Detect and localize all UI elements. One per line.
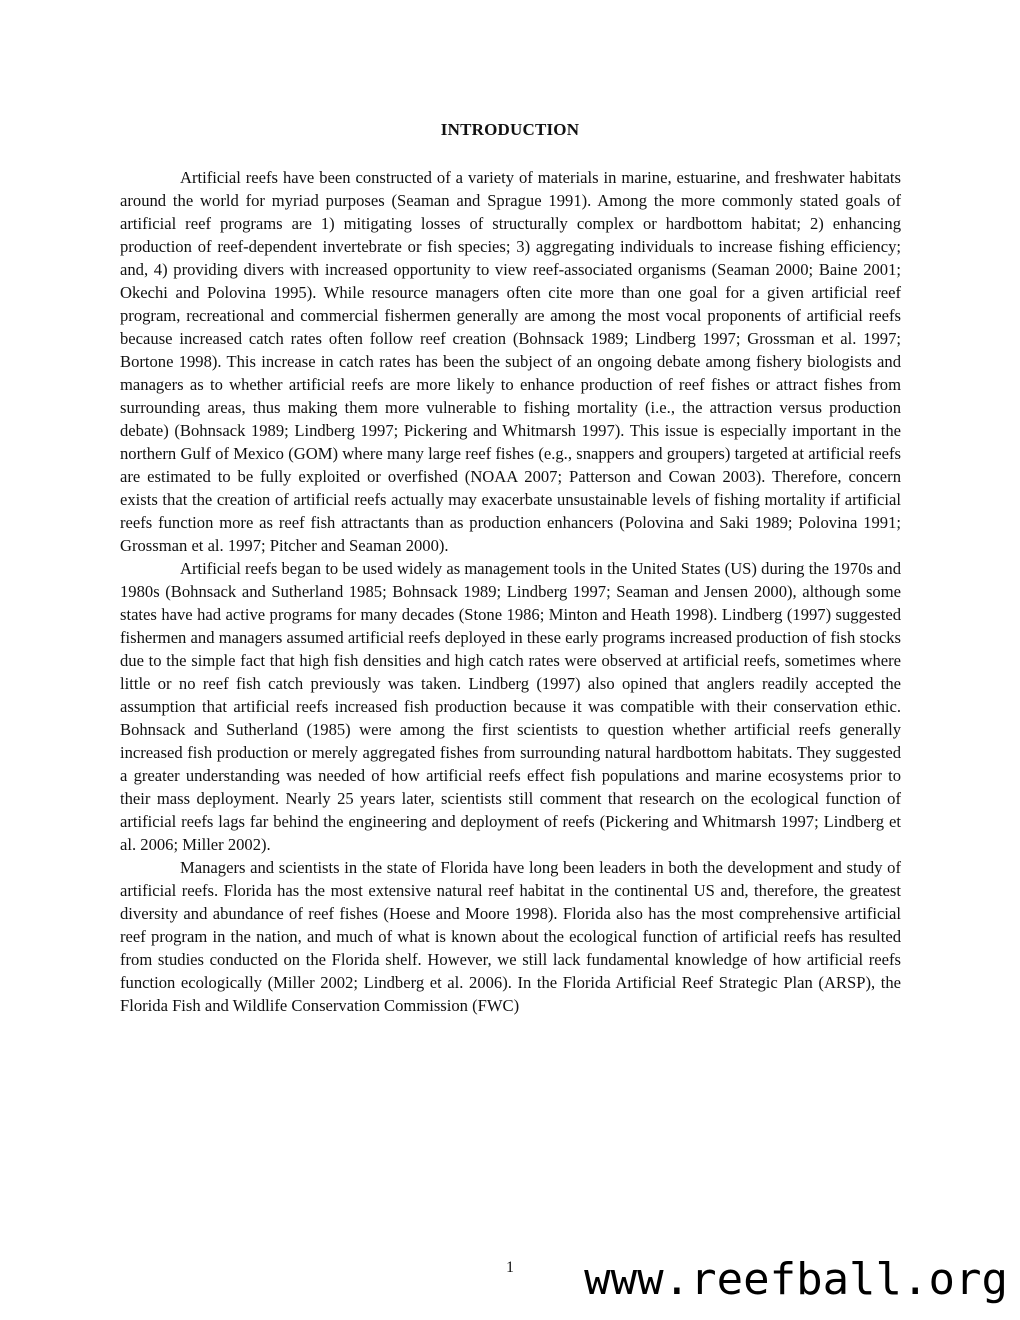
section-heading: INTRODUCTION [440, 120, 580, 139]
paragraph-2: Artificial reefs began to be used widely as management tools in the United States (US) during the 1970s and 1980s (Bohnsack and Sutherland 1985; Bohnsack 1989; Lindberg 1997; Seaman and Jensen 2000), although some states have had active programs for many decades (Stone 1986; Minton and Heath 1998). Lindberg (1997) suggested fishermen and managers assumed artificial reefs deployed in these early programs increased production of fish stocks due to the simple fact that high fish densities and high catch rates were observed at artificial reefs, sometimes where little or no reef fish catch previously was taken. Lindberg (1997) also opined that anglers readily accepted the assumption that artificial reefs increased fish production because it was compatible with their conservation ethic. Bohnsack and Sutherland (1985) were among the first scientists to question whether artificial reefs generally increased fish production or merely aggregated fishes from surrounding natural hardbottom habitats. They suggested a greater understanding was needed of how artificial reefs effect fish populations and marine ecosystems prior to their mass deployment. Nearly 25 years later, scientists still comment that research on the ecological function of artificial reefs lags far behind the engineering and deployment of reefs (Pickering and Whitmarsh 1997; Lindberg et al. 2006; Miller 2002). [120, 559, 901, 854]
paragraph-1: Artificial reefs have been constructed of a variety of materials in marine, estuarine, and freshwater habitats around the world for myriad purposes (Seaman and Sprague 1991). Among the more commonly stated goals of artificial reef programs are 1) mitigating losses of structurally complex or hardbottom habitat; 2) enhancing production of reef-dependent invertebrate or fish species; 3) aggregating individuals to increase fishing efficiency; and, 4) providing divers with increased opportunity to view reef-associated organisms (Seaman 2000; Baine 2001; Okechi and Polovina 1995). While resource managers often cite more than one goal for a given artificial reef program, recreational and commercial fishermen generally are among the most vocal proponents of artificial reefs because increased catch rates often follow reef creation (Bohnsack 1989; Lindberg 1997; Grossman et al. 1997; Bortone 1998). This increase in catch rates has been the subject of an ongoing debate among fishery biologists and managers as to whether artificial reefs are more likely to enhance production of reef fishes or attract fishes from surrounding areas, thus making them more vulnerable to fishing mortality (i.e., the attraction versus production debate) (Bohnsack 1989; Lindberg 1997; Pickering and Whitmarsh 1997). This issue is especially important in the northern Gulf of Mexico (GOM) where many large reef fishes (e.g., snappers and groupers) targeted at artificial reefs are estimated to be fully exploited or overfished (NOAA 2007; Patterson and Cowan 2003). Therefore, concern exists that the creation of artificial reefs actually may exacerbate unsustainable levels of fishing mortality if artificial reefs function more as reef fish attractants than as production enhancers (Polovina and Saki 1989; Polovina 1991; Grossman et al. 1997; Pitcher and Seaman 2000). [120, 168, 901, 555]
page-number: 1 [506, 1259, 514, 1276]
watermark-url: www.reefball.org [584, 1254, 1008, 1305]
body-text [120, 166, 901, 1017]
paragraph-3: Managers and scientists in the state of Florida have long been leaders in both the development and study of artificial reefs. Florida has the most extensive natural reef habitat in the continental US and, therefore, the greatest diversity and abundance of reef fishes (Hoese and Moore 1998). Florida also has the most comprehensive artificial reef program in the nation, and much of what is known about the ecological function of artificial reefs has resulted from studies conducted on the Florida shelf. However, we still lack fundamental knowledge of how artificial reefs function ecologically (Miller 2002; Lindberg et al. 2006). In the Florida Artificial Reef Strategic Plan (ARSP), the Florida Fish and Wildlife Conservation Commission (FWC) [120, 858, 901, 1015]
